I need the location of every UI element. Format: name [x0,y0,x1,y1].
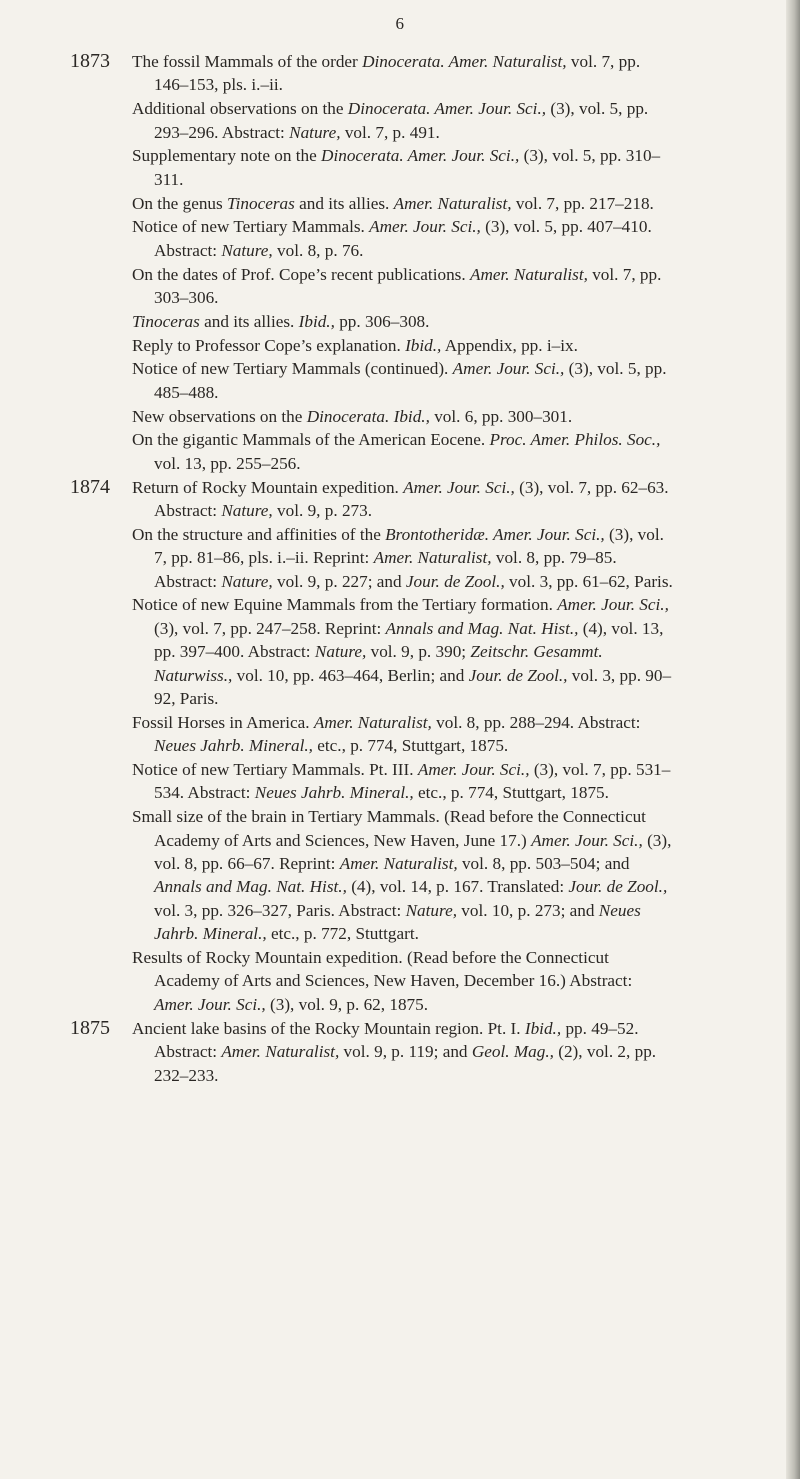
entry-italic-run: Amer. Jour. Sci., [531,830,643,850]
entry-text-run: (2), vol. 2, pp. 232–233. [154,1042,657,1085]
entry-text-run: etc., p. 772, Stuttgart. [266,924,419,944]
entry-text-run: (3), vol. 5, pp. 293–296. Abstract: [154,99,649,142]
entry-text [132,476,676,523]
entry-text [132,758,676,805]
entry-text-run: (3), vol. 5, pp. 310–311. [154,146,661,189]
entry-text-run: etc., p. 774, Stuttgart, 1875. [312,736,509,756]
entry-text-run: (3), vol. 5, pp. 485–488. [154,359,667,402]
bibliography-entry [0,215,676,262]
entry-italic-run: Tinoceras [227,193,295,213]
entry-italic-run: Amer. Jour. Sci., [154,994,266,1014]
entry-text [132,215,676,262]
bibliography-entry [0,405,676,428]
entry-text [132,405,676,428]
entry-text-run: and its allies. [199,311,299,331]
bibliography-entry [0,1017,676,1087]
entry-text [132,357,676,404]
entry-italic-run: Amer. Naturalist, [373,548,492,568]
entry-text-run: Return of Rocky Mountain expedition. [132,477,404,497]
bibliography-entry [0,523,676,593]
entry-text [132,334,676,357]
entry-text [132,946,676,1016]
bibliography-list [0,50,786,1087]
entry-text [132,428,676,475]
entry-text [132,97,676,144]
entry-italic-run: Amer. Jour. Sci., [557,595,669,615]
entry-italic-run: Brontotheridæ. Amer. Jour. Sci., [385,524,605,544]
entry-text-run: vol. 8, pp. 79–85. Abstract: [154,548,617,591]
entry-italic-run: Dinocerata. Amer. Naturalist, [362,52,567,71]
entry-italic-run: Amer. Naturalist, [469,264,588,284]
entry-text-run: On the genus [132,193,227,213]
bibliography-entry [0,334,676,357]
entry-text [132,593,676,710]
entry-text-run: vol. 7, p. 491. [340,122,440,142]
entry-text-run: vol. 7, pp. 217–218. [511,193,654,213]
page-edge [786,0,800,1479]
entry-text-run: vol. 6, pp. 300–301. [429,406,573,426]
entry-italic-run: Amer. Jour. Sci., [369,217,481,237]
bibliography-entry [0,192,676,215]
entry-text-run: The fossil Mammals of the order [132,52,363,71]
entry-text-run: Additional observations on the [132,99,348,119]
entry-text [132,711,676,758]
year-label: 1874 [70,475,110,498]
entry-text-run: vol. 8, p. 76. [272,240,364,260]
entry-text-run: vol. 9, p. 390; [366,642,471,662]
entry-text-run: On the structure and affinities of the [132,524,386,544]
entry-text-run: Notice of new Equine Mammals from the Tertiary formation. [132,595,558,615]
bibliography-entry [0,144,676,191]
bibliography-entry [0,357,676,404]
bibliography-entry [0,263,676,310]
entry-text-run: (4), vol. 14, p. 167. Translated: [346,877,569,897]
entry-italic-run: Ibid., [524,1018,562,1038]
entry-text-run: Reply to Professor Cope’s explanation. [132,335,406,355]
entry-text-run: Ancient lake basins of the Rocky Mountain region. Pt. I. [132,1018,525,1038]
year-label: 1875 [70,1016,110,1039]
entry-italic-run: Nature, [221,571,273,591]
entry-text-run: Results of Rocky Mountain expedition. (Read before the Connecticut Academy of Arts and Sciences, New Haven, December 16.) Abstract: [132,948,633,991]
bibliography-entry [0,758,676,805]
entry-text-run: and its allies. [294,193,394,213]
entry-text-run: (3), vol. 9, p. 62, 1875. [265,994,429,1014]
entry-italic-run: Dinocerata. Amer. Jour. Sci., [321,146,520,166]
entry-text-run: vol. 7, pp. 146–153, pls. i.–ii. [154,52,641,95]
entry-text-run: vol. 9, p. 119; and [339,1042,472,1062]
entry-text-run: vol. 9, p. 227; and [272,571,406,591]
bibliography-entry [0,946,676,1016]
bibliography-entry [0,593,676,710]
entry-italic-run: Proc. Amer. Philos. Soc., [489,430,661,450]
entry-text-run: vol. 10, pp. 463–464, Berlin; and [232,665,469,685]
entry-italic-run: Amer. Naturalist, [313,712,432,732]
entry-italic-run: Amer. Jour. Sci., [452,359,565,379]
entry-text-run: vol. 9, p. 273. [272,501,373,521]
entry-text [132,263,676,310]
year-label: 1873 [70,50,110,72]
entry-italic-run: Amer. Naturalist, [221,1042,340,1062]
bibliography-entry [0,805,676,945]
entry-italic-run: Ibid., [405,335,442,355]
bibliography-entry [0,428,676,475]
entry-italic-run: Jour. de Zool., [405,571,505,591]
entry-italic-run: Tinoceras [132,311,200,331]
entry-italic-run: Amer. Jour. Sci., [417,760,530,780]
entry-text-run: Notice of new Tertiary Mammals. Pt. III. [132,760,418,780]
entry-text-run: pp. 49–52. Abstract: [154,1018,639,1062]
entry-italic-run: Neues Jahrb. Mineral., [254,783,414,803]
entry-italic-run: Dinocerata. Amer. Jour. Sci., [347,99,547,119]
entry-text-run: vol. 13, pp. 255–256. [154,453,301,473]
entry-text-run: vol. 8, pp. 288–294. Abstract: [431,712,641,732]
entry-text-run: pp. 306–308. [334,311,430,331]
entry-text-run: On the gigantic Mammals of the American Eocene. [132,430,490,450]
entry-italic-run: Nature, [221,240,273,260]
entry-italic-run: Amer. Naturalist, [393,193,512,213]
entry-italic-run: Zeitschr. Gesammt. Naturwiss., [154,642,603,685]
page-number: 6 [395,14,405,33]
entry-text-run: vol. 3, pp. 61–62, Paris. [504,571,673,591]
entry-text-run: (3), vol. 5, pp. 407–410. Abstract: [154,217,652,260]
entry-text-run: (3), vol. 7, pp. 81–86, pls. i.–ii. Reprint: [154,524,664,568]
entry-italic-run: Amer. Jour. Sci., [403,477,515,497]
entry-text-run: (4), vol. 13, pp. 397–400. Abstract: [154,618,664,662]
entry-italic-run: Neues Jahrb. Mineral., [154,736,313,756]
entry-text [132,1017,676,1087]
entry-italic-run: Jour. de Zool., [468,665,568,685]
entry-text [132,523,676,593]
entry-text-run: (3), vol. 8, pp. 66–67. Reprint: [154,830,672,874]
entry-text-run: Notice of new Tertiary Mammals. [132,217,370,237]
entry-italic-run: Annals and Mag. Nat. Hist., [154,877,347,897]
entry-text-run: vol. 8, pp. 503–504; and [457,854,630,874]
entry-italic-run: Jour. de Zool., [568,877,668,897]
entry-text [132,144,676,191]
entry-text-run: Small size of the brain in Tertiary Mammals. (Read before the Connecticut Academy of Arts and Sciences, New Haven, June 17.) [132,807,646,850]
bibliography-entry [0,50,676,97]
entry-text-run: New observations on the [132,406,307,426]
entry-text-run: Notice of new Tertiary Mammals (continued). [132,359,453,379]
entry-italic-run: Neues Jahrb. Mineral., [154,900,641,944]
entry-text-run: Appendix, pp. i–ix. [441,335,578,355]
entry-italic-run: Ibid., [298,311,335,331]
entry-italic-run: Nature, [289,122,341,142]
entry-text-run: Fossil Horses in America. [132,712,314,732]
entry-italic-run: Annals and Mag. Nat. Hist., [385,618,579,638]
entry-text-run: vol. 3, pp. 90–92, Paris. [154,665,672,709]
entry-text [132,310,676,333]
bibliography-entry [0,97,676,144]
entry-text-run: etc., p. 774, Stuttgart, 1875. [413,783,609,803]
bibliography-entry [0,310,676,333]
bibliography-entry [0,711,676,758]
entry-italic-run: Nature, [314,642,367,662]
entry-text-run: vol. 3, pp. 326–327, Paris. Abstract: [154,900,406,920]
entry-italic-run: Nature, [221,501,273,521]
entry-text-run: (3), vol. 7, pp. 62–63. Abstract: [154,477,669,521]
entry-text-run: vol. 7, pp. 303–306. [154,264,662,308]
entry-text-run: (3), vol. 7, pp. 247–258. Reprint: [154,618,386,638]
bibliography-entry [0,476,676,523]
entry-text-run: On the dates of Prof. Cope’s recent publications. [132,264,470,284]
entry-text-run: Supplementary note on the [132,146,322,166]
entry-text-run: vol. 10, p. 273; and [457,900,599,920]
entry-text [132,192,676,215]
entry-text-run: (3), vol. 7, pp. 531–534. Abstract: [154,760,671,803]
entry-text [132,50,676,97]
entry-italic-run: Geol. Mag., [471,1042,554,1062]
entry-italic-run: Dinocerata. Ibid., [306,406,430,426]
entry-italic-run: Amer. Naturalist, [339,854,458,874]
entry-text [132,805,676,945]
entry-italic-run: Nature, [405,900,457,920]
